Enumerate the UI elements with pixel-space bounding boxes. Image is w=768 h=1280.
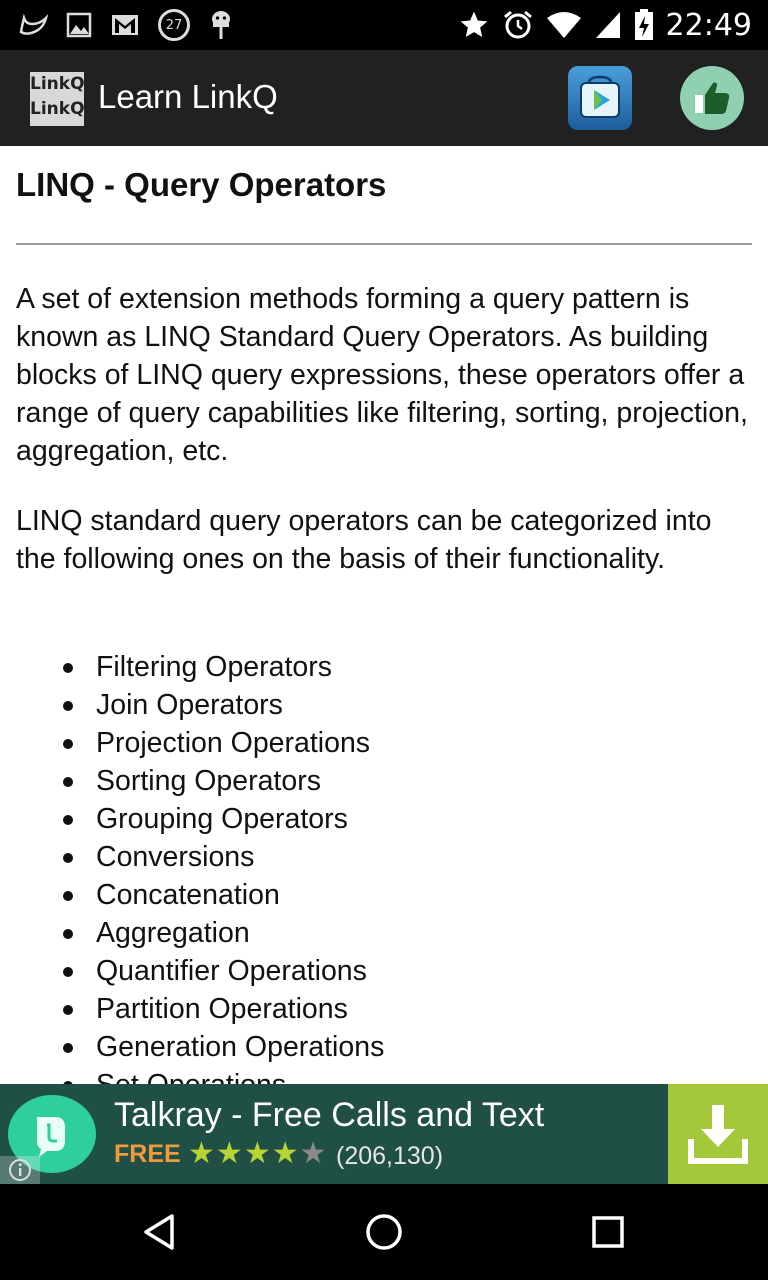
bird-icon xyxy=(18,12,48,38)
list-item: Conversions xyxy=(60,838,384,876)
list-item: Generation Operations xyxy=(60,1028,384,1066)
talkray-logo-shape xyxy=(25,1107,79,1161)
star-icon: ★ xyxy=(243,1136,272,1171)
battery-icon xyxy=(634,9,654,41)
recents-icon xyxy=(588,1212,628,1252)
list-item: Partition Operations xyxy=(60,990,384,1028)
signal-icon xyxy=(594,10,622,40)
image-icon xyxy=(66,12,92,38)
list-item: Quantifier Operations xyxy=(60,952,384,990)
title-divider xyxy=(16,243,752,245)
intro-paragraph: A set of extension methods forming a query pattern is known as LINQ Standard Query Operators. As building blocks of LINQ query expressions, these operators offer a range of query capabilities like filtering, sorting, projection, aggregation, etc. xyxy=(16,283,748,467)
back-button[interactable] xyxy=(134,1206,186,1258)
action-bar xyxy=(0,50,768,146)
home-button[interactable] xyxy=(358,1206,410,1258)
categories-paragraph: LINQ standard query operators can be categorized into the following ones on the basis of their functionality. xyxy=(16,505,712,575)
star-empty-icon: ★ xyxy=(299,1136,328,1171)
badge-27-icon: 27 xyxy=(158,9,190,41)
play-store-button[interactable] xyxy=(568,66,632,130)
notification-icons xyxy=(18,8,234,42)
operator-list xyxy=(60,648,384,1104)
rate-app-button[interactable] xyxy=(680,66,744,130)
star-icon: ★ xyxy=(271,1136,300,1171)
list-item: Join Operators xyxy=(60,686,384,724)
clock-time: 22:49 xyxy=(665,7,752,43)
list-item: Aggregation xyxy=(60,914,384,952)
list-item: Filtering Operators xyxy=(60,648,384,686)
list-item: Concatenation xyxy=(60,876,384,914)
article-content[interactable] xyxy=(0,146,768,1084)
wifi-icon xyxy=(546,10,582,40)
ad-download-button[interactable] xyxy=(668,1084,768,1184)
logo-line-1: LinkQ xyxy=(30,74,85,94)
download-icon xyxy=(683,1099,753,1169)
star-icon: ★ xyxy=(215,1136,244,1171)
ad-banner[interactable] xyxy=(0,1084,768,1184)
ad-info-button[interactable] xyxy=(0,1156,40,1184)
app-title: Learn LinkQ xyxy=(98,78,278,115)
thumbs-up-icon xyxy=(691,77,733,119)
recents-button[interactable] xyxy=(582,1206,634,1258)
page-title: LINQ - Query Operators xyxy=(16,166,387,203)
ad-price: FREE xyxy=(114,1140,181,1168)
navigation-bar xyxy=(0,1184,768,1280)
app-logo xyxy=(30,72,84,126)
home-icon xyxy=(364,1212,404,1252)
android-debug-icon xyxy=(208,9,234,41)
play-store-icon xyxy=(577,75,623,121)
system-icons xyxy=(458,6,752,44)
status-bar xyxy=(0,0,768,50)
rating-stars xyxy=(188,1136,328,1171)
alarm-icon xyxy=(502,9,534,41)
list-item: Projection Operations xyxy=(60,724,384,762)
list-item: Grouping Operators xyxy=(60,800,384,838)
star-icon xyxy=(458,9,490,41)
list-item: Sorting Operators xyxy=(60,762,384,800)
star-icon: ★ xyxy=(188,1136,216,1171)
rating-count: (206,130) xyxy=(336,1142,444,1170)
gmail-icon xyxy=(110,13,140,37)
back-icon xyxy=(140,1212,180,1252)
logo-line-2: LinkQ xyxy=(30,99,85,119)
info-icon xyxy=(8,1158,32,1182)
ad-title[interactable]: Talkray - Free Calls and Text xyxy=(114,1096,545,1134)
